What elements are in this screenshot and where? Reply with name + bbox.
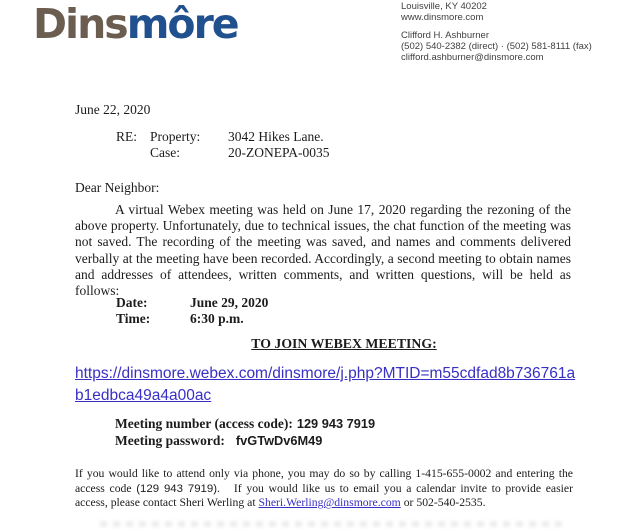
re-case-value: 20-ZONEPA-0035 [228,144,330,160]
meeting-password-value: fvGTwDv6M49 [235,433,323,448]
webex-link-container [75,363,579,406]
logo-text-dins: Dins [33,0,127,48]
re-block [116,129,330,160]
phone-instructions-paragraph [75,467,573,511]
join-webex-heading-text: TO JOIN WEBEX MEETING: [251,336,437,351]
schedule-time-row [116,311,268,327]
page-cutoff-artifact [100,521,562,527]
meeting-password-label: Meeting password: [115,433,225,448]
re-row-property [116,129,330,145]
footer-text-2: . If you would like us to email you a calendar invite to provide easier access, please contact Sheri Werling at [75,481,573,510]
contact-email: clifford.ashburner@dinsmore.com [401,52,544,63]
letterhead-contact-block [401,1,592,63]
schedule-date-label: Date: [116,295,148,310]
webex-meeting-link[interactable]: https://dinsmore.webex.com/dinsmore/j.php?MTID=m55cdfad8b736761ab1edbca49a4a00ac [75,365,576,404]
re-label-empty [116,145,150,161]
footer-text-1: If you would like to attend only via phone, you may do so by calling 1-415-655-0002 and entering the access code [75,467,573,495]
footer-access-code: (129 943 7919) [136,482,217,495]
logo-text-more: môre [126,0,238,48]
meeting-schedule [116,295,268,327]
schedule-time-label: Time: [116,311,151,326]
join-webex-heading [75,336,571,352]
contact-attorney-name: Clifford H. Ashburner [401,30,490,41]
dinsmore-logo [33,0,238,48]
contact-city: Louisville, KY 40202 [401,1,487,12]
body-paragraph: A virtual Webex meeting was held on June 17, 2020 regarding the rezoning of the above property. Unfortunately, due to technical issues, the chat function of the meeting was not saved. The recording of the meeting was saved, and names and comments delivered verbally at the meeting have been recorded. Accordingly, a second meeting to obtain names and addresses of attendees, written comments, and written questions, will be held as follows: [75,202,571,299]
re-property-value: 3042 Hikes Lane. [228,129,324,144]
sheri-werling-email-link[interactable]: Sheri.Werling@dinsmore.com [258,496,401,510]
meeting-number-row [115,416,375,432]
salutation: Dear Neighbor: [75,180,160,195]
contact-website: www.dinsmore.com [401,12,484,23]
letter-date: June 22, 2020 [75,102,151,117]
footer-text-3: or 502-540-2535. [400,496,486,510]
schedule-time-value: 6:30 p.m. [190,311,244,326]
re-case-label: Case: [150,144,180,160]
re-label: RE: [116,129,138,144]
schedule-date-row [116,295,268,311]
contact-spacer [401,23,592,30]
re-property-label: Property: [150,129,201,144]
meeting-number-value: 129 943 7919 [296,416,376,431]
schedule-date-value: June 29, 2020 [190,295,269,310]
contact-phones: (502) 540-2382 (direct) · (502) 581-8111 (fax) [401,41,592,52]
meeting-number-label: Meeting number (access code): [115,416,293,431]
meeting-password-row [115,433,322,449]
re-row-case [116,145,330,161]
